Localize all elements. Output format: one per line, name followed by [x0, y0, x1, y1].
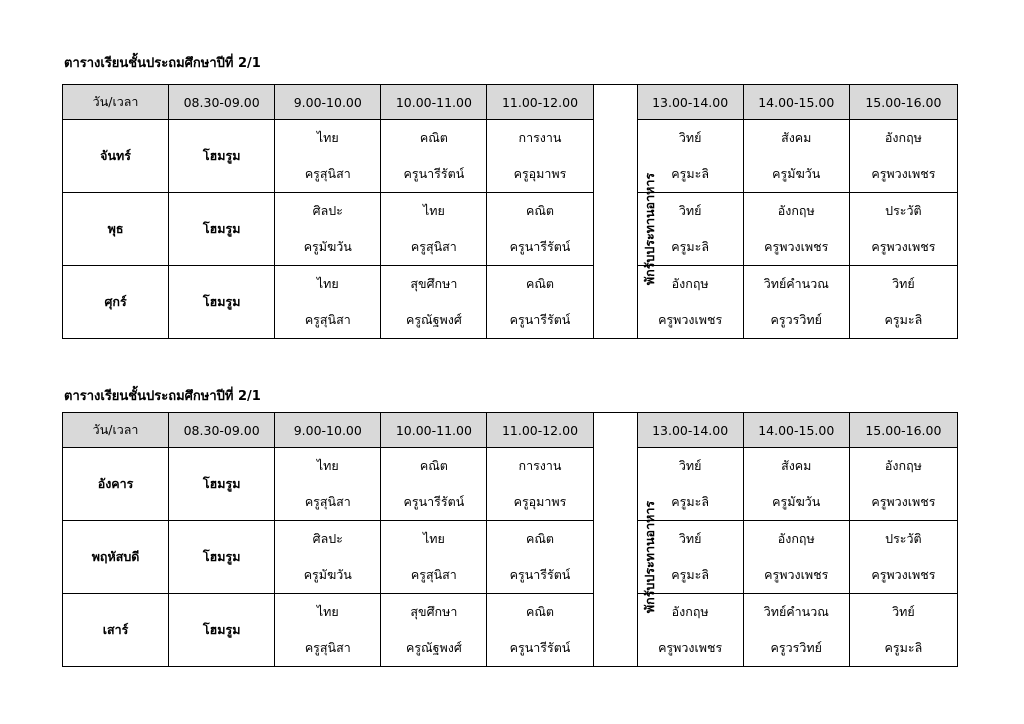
subject-name: วิทย์: [678, 458, 702, 473]
day-cell: อังคาร: [63, 448, 169, 521]
subject-cell: [487, 266, 593, 339]
header-cell: 08.30-09.00: [169, 85, 275, 120]
subject-name: ไทย: [316, 130, 339, 145]
teacher-name: ครูสุนิสา: [410, 567, 457, 582]
teacher-name: ครูณัฐพงศ์: [405, 312, 462, 327]
subject-name: คณิต: [419, 130, 448, 145]
header-cell: วัน/เวลา: [63, 85, 169, 120]
day-cell: จันทร์: [63, 120, 169, 193]
subject-name: คณิต: [525, 531, 555, 546]
subject-name: วิทย์คำนวณ: [763, 604, 829, 619]
schedule-table: [62, 84, 958, 339]
homeroom-cell: โฮมรูม: [169, 448, 275, 521]
teacher-name: ครูนารีรัตน์: [509, 640, 571, 655]
schedule-title: ตารางเรียนชั้นประถมศึกษาปีที่ 2/1: [64, 56, 261, 71]
homeroom-cell: โฮมรูม: [169, 120, 275, 193]
homeroom-cell: โฮมรูม: [169, 521, 275, 594]
teacher-name: ครูมะลิ: [671, 166, 709, 181]
day-cell: เสาร์: [63, 594, 169, 667]
header-cell: 11.00-12.00: [487, 85, 593, 120]
teacher-name: ครูวรวิทย์: [770, 312, 822, 327]
teacher-name: ครูนารีรัตน์: [509, 312, 571, 327]
subject-cell: [743, 594, 849, 667]
teacher-name: ครูนารีรัตน์: [509, 239, 571, 254]
subject-name: คณิต: [525, 276, 555, 291]
table-row: [63, 193, 958, 266]
subject-name: วิทย์: [892, 276, 915, 291]
teacher-name: ครูมะลิ: [884, 640, 923, 655]
teacher-name: ครูมะลิ: [884, 312, 923, 327]
teacher-name: ครูสุนิสา: [410, 239, 457, 254]
teacher-name: ครูพวงเพชร: [871, 567, 936, 582]
subject-cell: [743, 193, 849, 266]
subject-cell: [487, 594, 593, 667]
lunch-break-cell: [593, 120, 657, 339]
teacher-name: ครูมะลิ: [671, 239, 709, 254]
header-cell: 10.00-11.00: [381, 85, 487, 120]
teacher-name: ครูสุนิสา: [304, 640, 351, 655]
teacher-name: ครูนารีรัตน์: [403, 166, 465, 181]
subject-name: อังกฤษ: [671, 276, 709, 291]
subject-name: ไทย: [316, 458, 339, 473]
subject-cell: [849, 521, 957, 594]
subject-name: คณิต: [525, 604, 555, 619]
table-row: [63, 266, 958, 339]
subject-name: วิทย์: [678, 130, 702, 145]
teacher-name: ครูวรวิทย์: [770, 640, 822, 655]
subject-cell: [275, 120, 381, 193]
subject-name: ประวัติ: [885, 203, 922, 218]
teacher-name: ครูมะลิ: [671, 494, 709, 509]
subject-name: ไทย: [316, 604, 339, 619]
header-cell-lunch: [593, 85, 637, 120]
table-row: [63, 120, 958, 193]
subject-name: ไทย: [422, 203, 445, 218]
subject-name: สุขศึกษา: [410, 276, 458, 291]
subject-name: ศิลปะ: [312, 203, 343, 218]
schedule-table: [62, 412, 958, 667]
header-cell: วัน/เวลา: [63, 413, 169, 448]
teacher-name: ครูมัฆวัน: [772, 166, 821, 181]
day-cell: พฤหัสบดี: [63, 521, 169, 594]
subject-name: ศิลปะ: [312, 531, 343, 546]
teacher-name: ครูอุมาพร: [513, 166, 567, 181]
subject-name: สังคม: [781, 130, 812, 145]
lunch-break-label: พักรับประทานอาหาร: [641, 500, 657, 613]
header-cell: 15.00-16.00: [849, 413, 957, 448]
subject-cell: [275, 448, 381, 521]
subject-name: อังกฤษ: [777, 203, 815, 218]
subject-cell: [487, 193, 593, 266]
header-row: [63, 413, 958, 448]
table-row: [63, 448, 958, 521]
subject-cell: [381, 594, 487, 667]
teacher-name: ครูนารีรัตน์: [403, 494, 465, 509]
homeroom-cell: โฮมรูม: [169, 594, 275, 667]
teacher-name: ครูนารีรัตน์: [509, 567, 571, 582]
teacher-name: ครูสุนิสา: [304, 166, 351, 181]
subject-name: ประวัติ: [885, 531, 922, 546]
subject-name: อังกฤษ: [884, 458, 922, 473]
subject-cell: [487, 120, 593, 193]
day-cell: พุธ: [63, 193, 169, 266]
subject-cell: [381, 521, 487, 594]
teacher-name: ครูมัฆวัน: [303, 567, 352, 582]
subject-cell: [849, 266, 957, 339]
subject-name: การงาน: [518, 458, 562, 473]
header-cell: 13.00-14.00: [637, 85, 743, 120]
teacher-name: ครูพวงเพชร: [658, 312, 723, 327]
header-row: [63, 85, 958, 120]
subject-name: อังกฤษ: [884, 130, 922, 145]
teacher-name: ครูสุนิสา: [304, 312, 351, 327]
subject-name: วิทย์: [678, 203, 702, 218]
subject-name: สังคม: [781, 458, 812, 473]
teacher-name: ครูมะลิ: [671, 567, 709, 582]
lunch-break-label: พักรับประทานอาหาร: [641, 172, 657, 285]
header-cell: 9.00-10.00: [275, 85, 381, 120]
subject-name: วิทย์: [678, 531, 702, 546]
table-row: [63, 594, 958, 667]
homeroom-cell: โฮมรูม: [169, 193, 275, 266]
header-cell: 9.00-10.00: [275, 413, 381, 448]
subject-name: อังกฤษ: [777, 531, 815, 546]
homeroom-cell: โฮมรูม: [169, 266, 275, 339]
teacher-name: ครูพวงเพชร: [764, 567, 829, 582]
teacher-name: ครูมัฆวัน: [772, 494, 821, 509]
teacher-name: ครูอุมาพร: [513, 494, 567, 509]
header-cell: 15.00-16.00: [849, 85, 957, 120]
teacher-name: ครูสุนิสา: [304, 494, 351, 509]
subject-cell: [487, 521, 593, 594]
teacher-name: ครูมัฆวัน: [303, 239, 352, 254]
subject-name: ไทย: [316, 276, 339, 291]
subject-cell: [381, 120, 487, 193]
subject-cell: [849, 120, 957, 193]
subject-cell: [743, 120, 849, 193]
table-row: [63, 521, 958, 594]
subject-cell: [275, 594, 381, 667]
subject-cell: [381, 193, 487, 266]
schedule-title: ตารางเรียนชั้นประถมศึกษาปีที่ 2/1: [64, 389, 261, 404]
subject-cell: [381, 448, 487, 521]
teacher-name: ครูพวงเพชร: [658, 640, 723, 655]
subject-cell: [275, 521, 381, 594]
subject-name: สุขศึกษา: [410, 604, 458, 619]
subject-cell: [849, 193, 957, 266]
subject-cell: [381, 266, 487, 339]
subject-cell: [743, 448, 849, 521]
subject-cell: [743, 521, 849, 594]
subject-name: วิทย์: [892, 604, 915, 619]
subject-cell: [743, 266, 849, 339]
subject-name: อังกฤษ: [671, 604, 709, 619]
day-cell: ศุกร์: [63, 266, 169, 339]
teacher-name: ครูพวงเพชร: [871, 166, 936, 181]
teacher-name: ครูพวงเพชร: [871, 494, 936, 509]
teacher-name: ครูพวงเพชร: [764, 239, 829, 254]
subject-name: วิทย์คำนวณ: [763, 276, 829, 291]
subject-cell: [275, 193, 381, 266]
subject-name: การงาน: [518, 130, 562, 145]
subject-name: คณิต: [419, 458, 448, 473]
subject-cell: [849, 594, 957, 667]
subject-cell: [487, 448, 593, 521]
subject-name: คณิต: [525, 203, 555, 218]
header-cell: 14.00-15.00: [743, 85, 849, 120]
header-cell-lunch: [593, 413, 637, 448]
subject-cell: [849, 448, 957, 521]
teacher-name: ครูพวงเพชร: [871, 239, 936, 254]
header-cell: 10.00-11.00: [381, 413, 487, 448]
header-cell: 11.00-12.00: [487, 413, 593, 448]
lunch-break-cell: [593, 448, 657, 667]
header-cell: 14.00-15.00: [743, 413, 849, 448]
header-cell: 13.00-14.00: [637, 413, 743, 448]
teacher-name: ครูณัฐพงศ์: [405, 640, 462, 655]
subject-name: ไทย: [422, 531, 445, 546]
subject-cell: [275, 266, 381, 339]
header-cell: 08.30-09.00: [169, 413, 275, 448]
